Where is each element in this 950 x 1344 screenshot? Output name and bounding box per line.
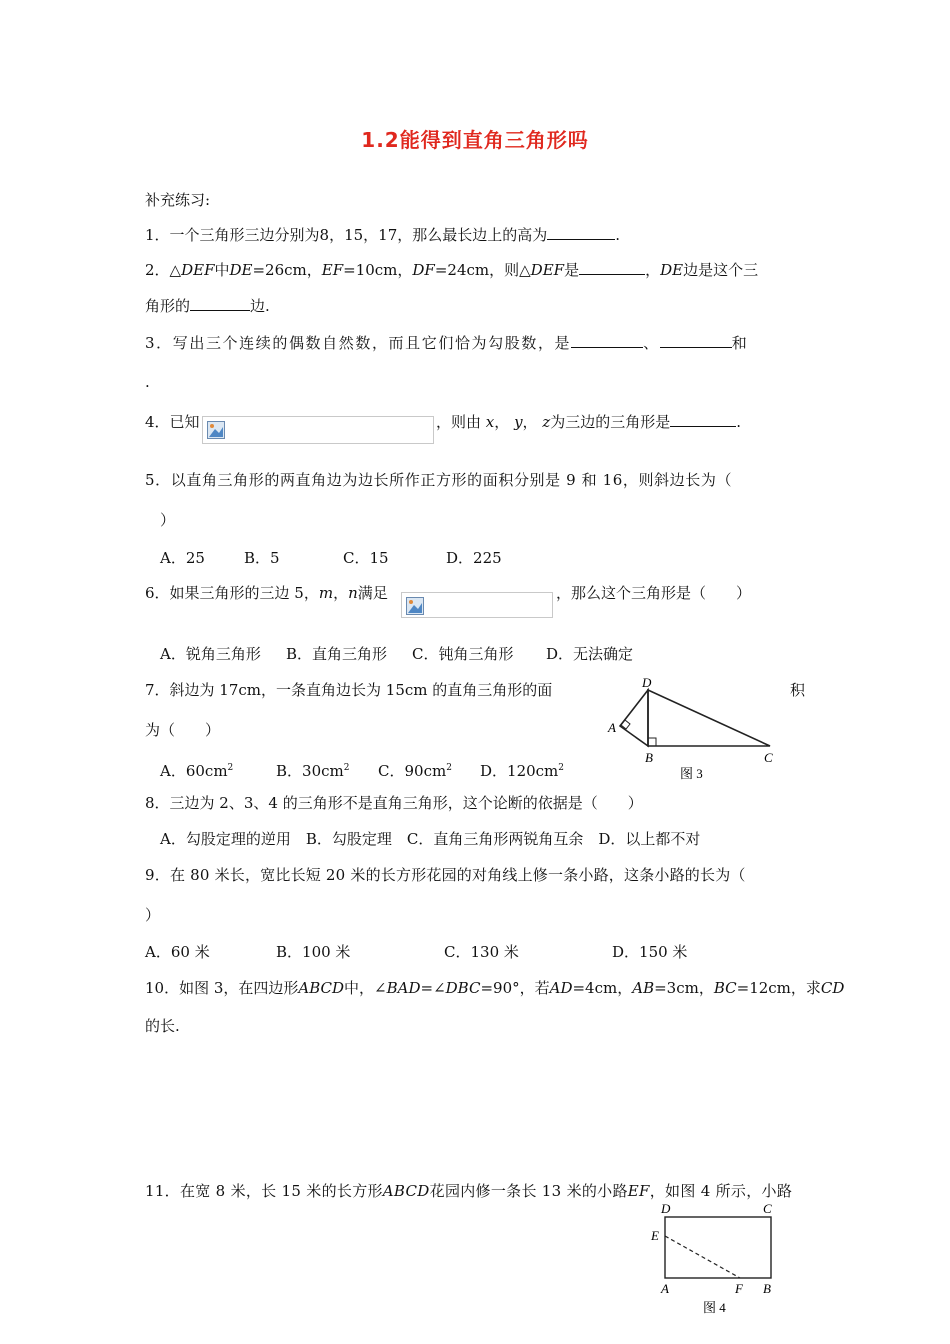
label-f: F <box>735 1281 743 1296</box>
rectangle-abcd <box>665 1217 771 1278</box>
figure-4-caption: 图 4 <box>703 1300 726 1315</box>
answer-blank <box>190 296 250 311</box>
question-11: 11．在宽 8 米，长 15 米的长方形ABCD花园内修一条长 13 米的小路EF，如图 4 所示，小路 <box>145 1182 793 1200</box>
path-ef <box>665 1236 740 1278</box>
section-heading: 补充练习: <box>145 191 211 209</box>
question-1: 1．一个三角形三边分别为8，15，17，那么最长边上的高为 . <box>145 226 621 244</box>
answer-blank <box>571 333 643 348</box>
question-4-start: 4．已知 <box>145 413 200 431</box>
broken-image-icon <box>207 421 225 439</box>
triangle-abd <box>620 690 648 746</box>
question-3: 3．写出三个连续的偶数自然数，而且它们恰为勾股数，是 、 和 <box>145 334 749 352</box>
answer-blank <box>579 260 645 275</box>
formula-image <box>401 592 553 618</box>
question-5: 5．以直角三角形的两直角边为边长所作正方形的面积分别是 9 和 16，则斜边长为（ <box>145 471 733 489</box>
option-c: C．钝角三角形 <box>412 645 514 663</box>
option-d: D．150 米 <box>612 943 688 961</box>
question-9: 9．在 80 米长，宽比长短 20 米的长方形花园的对角线上修一条小路，这条小路的长为（ <box>145 866 746 884</box>
question-1-text: 1．一个三角形三边分别为8，15，17，那么最长边上的高为 <box>145 226 548 244</box>
question-7: 7．斜边为 17cm，一条直角边长为 15cm 的直角三角形的面 <box>145 681 553 699</box>
question-3-dot: . <box>145 373 150 391</box>
label-c: C <box>763 1201 772 1216</box>
question-10-line-2: 的长. <box>145 1017 180 1035</box>
option-d: D．$120cm^2$ <box>480 762 565 780</box>
label-e: E <box>651 1228 659 1243</box>
answer-blank <box>670 412 736 427</box>
option-a: A．$60cm^2$ <box>160 762 234 780</box>
label-a: A <box>661 1281 669 1296</box>
page-title: 1.2能得到直角三角形吗 <box>361 128 589 152</box>
question-5-line-2: ） <box>160 511 176 529</box>
label-d: D <box>661 1201 671 1216</box>
answer-blank <box>660 333 732 348</box>
option-c: C．130 米 <box>444 943 519 961</box>
figure-4-rectangle <box>645 1198 785 1320</box>
option-a: A．25 <box>160 549 205 567</box>
triangle-dbc <box>648 690 770 746</box>
option-d: D．无法确定 <box>546 645 634 663</box>
question-4-end: ，则由 x， y， z为三边的三角形是 . <box>436 413 742 431</box>
question-2-line-2: 角形的 边. <box>145 297 270 315</box>
question-8-options: A．勾股定理的逆用 B．勾股定理 C．直角三角形两锐角互余 D．以上都不对 <box>160 830 701 848</box>
option-b: B．$30cm^2$ <box>276 762 350 780</box>
label-b: B <box>645 750 653 765</box>
question-8: 8．三边为 2、3、4 的三角形不是直角三角形，这个论断的依据是（ ） <box>145 794 643 812</box>
option-c: C．$90cm^2$ <box>378 762 452 780</box>
figure-3-caption: 图 3 <box>680 766 703 781</box>
option-b: B．直角三角形 <box>286 645 388 663</box>
option-a: A．60 米 <box>145 943 210 961</box>
question-9-line-2: ） <box>145 906 161 924</box>
question-2: 2．△DEF中DE=26cm，EF=10cm，DF=24cm，则△DEF是 ，DE边是这个三 <box>145 261 759 279</box>
answer-blank <box>547 225 615 240</box>
broken-image-icon <box>406 597 424 615</box>
question-6-end: ，那么这个三角形是（ ） <box>556 584 752 602</box>
label-b: B <box>763 1281 771 1296</box>
label-a: A <box>608 720 616 735</box>
option-b: B．5 <box>244 549 280 567</box>
option-a: A．锐角三角形 <box>160 645 261 663</box>
question-7-end: 积 <box>790 681 806 699</box>
question-7-line-2: 为（ ） <box>145 721 221 739</box>
question-10: 10．如图 3，在四边形ABCD中，∠BAD=∠DBC=90°，若AD=4cm，AB=3cm，BC=12cm，求CD <box>145 979 845 997</box>
label-d: D <box>642 675 652 690</box>
right-angle-mark-b <box>648 738 656 746</box>
formula-image <box>202 416 434 444</box>
option-d: D．225 <box>446 549 502 567</box>
question-6-start: 6．如果三角形的三边 5，m，n满足 <box>145 584 388 602</box>
option-c: C．15 <box>343 549 389 567</box>
label-c: C <box>764 750 773 765</box>
figure-3-quadrilateral <box>600 672 790 790</box>
option-b: B．100 米 <box>276 943 351 961</box>
